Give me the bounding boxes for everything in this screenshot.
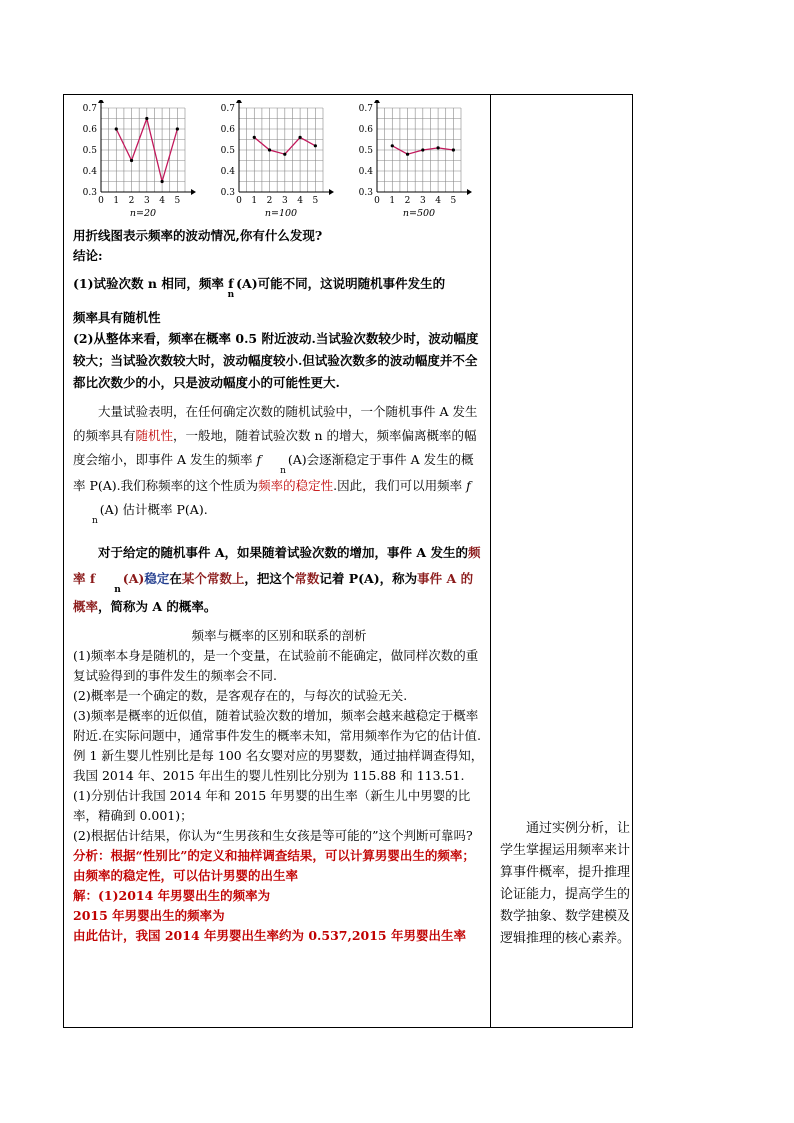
- y-tick-label: 0.5: [220, 146, 235, 156]
- main-cell: [73, 100, 485, 946]
- x-tick-label: 1: [113, 196, 120, 206]
- highlight: 频率的稳定性: [258, 478, 334, 493]
- highlight: 常数: [294, 571, 320, 586]
- x-arrow: [467, 189, 472, 195]
- y-tick-label: 0.7: [358, 104, 373, 114]
- data-point: [436, 146, 439, 149]
- data-point: [391, 144, 394, 147]
- distinction-3: (3)频率是概率的近似值，随着试验次数的增加，频率会越来越稳定于概率附近.在实际问题中，通常事件发生的概率未知，常用频率作为它的估计值.: [73, 708, 481, 743]
- text: (A)可能不同，这说明随机事件发生的: [236, 276, 446, 291]
- data-point: [406, 153, 409, 156]
- data-point: [283, 153, 286, 156]
- x-tick-label: 5: [312, 196, 319, 206]
- x-tick-label: 0: [374, 196, 380, 206]
- text: f: [466, 478, 471, 493]
- x-tick-label: 1: [251, 196, 258, 206]
- analysis: 分析：根据“性别比”的定义和抽样调查结果，可以计算男婴出生的频率；由频率的稳定性，可以估计男婴的出生率: [73, 848, 475, 883]
- chart-n20: [73, 100, 211, 222]
- text: ，把这个: [244, 571, 295, 586]
- data-point: [253, 136, 256, 139]
- example-1-q2: (2)根据估计结果，你认为“生男孩和生女孩是等可能的”这个判断可靠吗?: [73, 828, 473, 843]
- highlight: 某个常数上: [181, 571, 245, 586]
- text: ，一般地，随着试验次数 n 的增大，频率偏离概率的幅度会缩小，即事件 A 发生的频率: [73, 428, 477, 467]
- x-tick-label: 4: [159, 196, 165, 206]
- line-chart: [73, 100, 211, 222]
- text: (A) 估计概率 P(A).: [99, 502, 208, 517]
- y-arrow: [98, 100, 104, 103]
- column-divider: [490, 94, 491, 1028]
- section-heading: 频率与概率的区别和联系的剖析: [191, 628, 367, 643]
- y-tick-label: 0.3: [82, 188, 97, 198]
- highlight: 随机性: [135, 428, 174, 443]
- line-chart: [211, 100, 349, 222]
- text: 记着 P(A)，称为: [319, 571, 418, 586]
- y-tick-label: 0.6: [82, 125, 97, 135]
- chart-caption: n=20: [129, 208, 157, 219]
- chart-caption: n=500: [402, 208, 436, 219]
- text: 大量试验表明，在任何确定次数的随机试验中，一个随机事件 A 发生的频率具有: [73, 404, 478, 443]
- notes-cell: [500, 818, 630, 950]
- data-point: [115, 127, 118, 130]
- x-arrow: [329, 189, 334, 195]
- x-tick-label: 3: [281, 196, 288, 206]
- example-1: 例 1 新生婴儿性别比是每 100 名女婴对应的男婴数，通过抽样调查得知，我国 2014 年、2015 年出生的婴儿性别比分别为 115.88 和 113.51.: [73, 748, 484, 783]
- chart-n500: [349, 100, 487, 222]
- text: 在: [169, 571, 182, 586]
- solution-2: 2015 年男婴出生的频率为: [73, 908, 225, 923]
- definition-probability: [73, 540, 485, 620]
- charts-row: [73, 100, 485, 222]
- subscript: n: [227, 290, 235, 300]
- paragraph-frequency: [73, 400, 485, 524]
- solution-3: 由此估计，我国 2014 年男婴出生率约为 0.537,2015 年男婴出生率: [73, 928, 466, 943]
- x-tick-label: 4: [297, 196, 303, 206]
- text: ，简称为 A 的概率。: [98, 599, 217, 614]
- line-chart: [349, 100, 487, 222]
- conclusion-label: 结论:: [73, 248, 103, 263]
- data-point: [452, 148, 455, 151]
- y-tick-label: 0.3: [220, 188, 235, 198]
- x-tick-label: 3: [419, 196, 426, 206]
- y-tick-label: 0.4: [220, 167, 235, 177]
- x-tick-label: 1: [389, 196, 396, 206]
- x-tick-label: 0: [236, 196, 242, 206]
- data-point: [130, 159, 133, 162]
- highlight: 稳定: [144, 571, 170, 586]
- text: f: [256, 452, 262, 467]
- y-arrow: [236, 100, 242, 103]
- y-tick-label: 0.6: [358, 125, 373, 135]
- y-tick-label: 0.4: [82, 167, 97, 177]
- data-point: [160, 180, 163, 183]
- chart-caption: n=100: [264, 208, 298, 219]
- y-tick-label: 0.5: [82, 146, 97, 156]
- highlight: 频率 f: [73, 545, 481, 586]
- distinction-2: (2)概率是一个确定的数，是客观存在的，与每次的试验无关.: [73, 688, 408, 703]
- text: 对于给定的随机事件 A，如果随着试验次数的增加，事件 A 发生的: [98, 545, 468, 560]
- x-tick-label: 2: [404, 196, 411, 206]
- conclusion-1: [73, 274, 485, 300]
- y-tick-label: 0.7: [82, 104, 97, 114]
- data-point: [298, 136, 301, 139]
- data-point: [421, 148, 424, 151]
- highlight: 事件 A 的概率: [73, 571, 474, 614]
- text: (A)会逐渐稳定于事件 A 发生的概率 P(A).我们称频率的这个性质为: [73, 452, 474, 493]
- y-arrow: [374, 100, 380, 103]
- subscript: n: [92, 516, 98, 526]
- subscript: n: [280, 466, 286, 476]
- y-tick-label: 0.3: [358, 188, 373, 198]
- conclusion-2: (2)从整体来看，频率在概率 0.5 附近波动.当试验次数较少时，波动幅度较大；当试验次数较大时，波动幅度较小.但试验次数多的波动幅度并不全都比次数少的小，只是波动幅度小的可能性更大.: [73, 331, 479, 390]
- x-tick-label: 2: [128, 196, 135, 206]
- x-tick-label: 3: [143, 196, 150, 206]
- solution-1: 解：(1)2014 年男婴出生的频率为: [73, 888, 271, 903]
- conclusion-1b: 频率具有随机性: [73, 310, 161, 325]
- subscript: n: [114, 585, 121, 595]
- design-note: 通过实例分析，让学生掌握运用频率来计算事件概率，提升推理论证能力，提高学生的数学抽象、数学建模及逻辑推理的核心素养。: [500, 821, 631, 946]
- x-tick-label: 4: [435, 196, 441, 206]
- data-point: [145, 117, 148, 120]
- data-point: [176, 127, 179, 130]
- y-tick-label: 0.6: [220, 125, 235, 135]
- highlight: (A): [122, 571, 145, 586]
- distinction-1: (1)频率本身是随机的，是一个变量，在试验前不能确定，做同样次数的重复试验得到的事件发生的频率会不同.: [73, 648, 479, 683]
- y-tick-label: 0.5: [358, 146, 373, 156]
- chart-n100: [211, 100, 349, 222]
- question: 用折线图表示频率的波动情况,你有什么发现?: [73, 228, 323, 243]
- text: .因此，我们可以用频率: [333, 478, 467, 493]
- x-tick-label: 0: [98, 196, 104, 206]
- text: (1)试验次数 n 相同，频率 f: [73, 276, 234, 291]
- example-1-q1: (1)分别估计我国 2014 年和 2015 年男婴的出生率（新生儿中男婴的比率，精确到 0.001)；: [73, 788, 471, 823]
- x-arrow: [191, 189, 196, 195]
- x-tick-label: 2: [266, 196, 273, 206]
- y-tick-label: 0.7: [220, 104, 235, 114]
- data-point: [314, 144, 317, 147]
- x-tick-label: 5: [450, 196, 457, 206]
- x-tick-label: 5: [174, 196, 181, 206]
- y-tick-label: 0.4: [358, 167, 373, 177]
- data-point: [268, 148, 271, 151]
